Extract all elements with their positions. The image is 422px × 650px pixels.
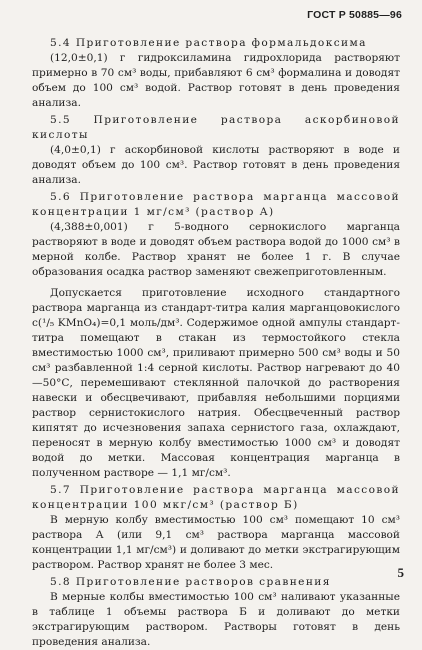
document-body	[32, 34, 400, 650]
section-5-5-text: (4,0±0,1) г аскорбиновой кислоты растворяют в воде и доводят объем до 100 см³. Раствор готовят в день проведения анализа.	[32, 144, 400, 186]
page-number: 5	[397, 565, 404, 580]
section-5-6-text: (4,388±0,001) г 5-водного сернокислого марганца растворяют в воде и доводят объем раствора водой до 1000 см³ в мерной колбе. Раствор хранят не более 1 г. В случае образования осадка раствор заменяют свежеприготовленным.	[32, 221, 400, 278]
section-5-5-heading: 5.5 Приготовление раствора аскорбиновой кислоты	[32, 114, 400, 141]
section-5-6-heading: 5.6 Приготовление раствора марганца массовой концентрации 1 мг/см³ (раствор А)	[32, 191, 400, 218]
section-5-7-text: В мерную колбу вместимостью 100 см³ помещают 10 см³ раствора А (или 9,1 см³ раствора марганца массовой концентрации 1,1 мг/см³) и доливают до метки экстрагирующим раствором. Раствор хранят не более 3 мес.	[32, 514, 400, 571]
section-5-6-alt-text: Допускается приготовление исходного стандартного раствора марганца из стандарт-титра калия марганцовокислого c(¹/₅ KMnO₄)=0,1 моль/дм³. Содержимое одной ампулы стандарт-титра помещают в стакан из термостойкого стекла вместимостью 1000 см³, приливают примерно 500 см³ воды и 50 см³ разбавленной 1:4 серной кислоты. Раствор нагревают до 40—50°С, перемешивают стеклянной палочкой до растворения навески и обесцвечивают, прибавляя небольшими порциями раствор сернистокислого натрия. Обесцвеченный раствор кипятят до исчезновения запаха сернистого газа, охлаждают, переносят в мерную колбу вместимостью 1000 см³ и доводят водой до метки. Массовая концентрация марганца в полученном растворе — 1,1 мг/см³.	[32, 287, 400, 479]
section-5-4-text: (12,0±0,1) г гидроксиламина гидрохлорида растворяют примерно в 70 см³ воды, прибавляют 6 см³ формалина и доводят объем до 100 см³ водой. Раствор готовят в день проведения анализа.	[32, 52, 400, 109]
section-5-8-text: В мерные колбы вместимостью 100 см³ наливают указанные в таблице 1 объемы раствора Б и доливают до метки экстрагирующим раствором. Растворы готовят в день проведения анализа.	[32, 591, 400, 648]
section-5-7-heading: 5.7 Приготовление раствора марганца массовой концентрации 100 мкг/см³ (раствор Б)	[32, 484, 400, 511]
section-5-4-heading: 5.4 Приготовление раствора формальдоксима	[50, 37, 367, 49]
standard-header: ГОСТ Р 50885—96	[307, 9, 402, 21]
section-5-8-heading: 5.8 Приготовление растворов сравнения	[50, 576, 331, 588]
